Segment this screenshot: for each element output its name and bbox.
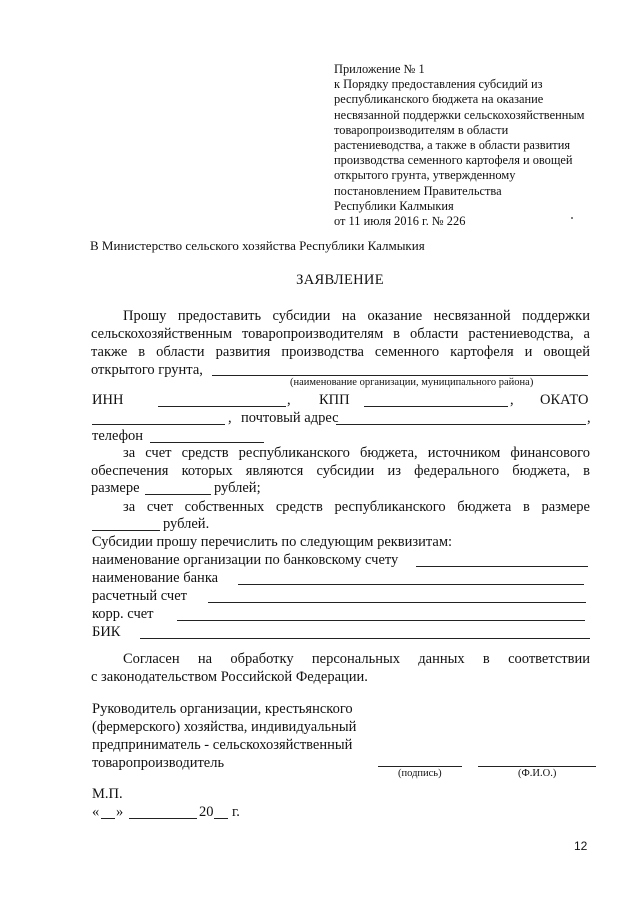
date-close-quote: »	[116, 804, 124, 820]
signatory-line: Руководитель организации, крестьянского	[92, 701, 353, 717]
request-line-4: открытого грунта,	[91, 362, 203, 378]
postal-address-label: почтовый адрес	[241, 410, 339, 426]
funding-own-amount-field[interactable]	[92, 530, 160, 531]
postal-address-field[interactable]	[336, 424, 586, 425]
date-year-prefix: 20	[199, 804, 214, 820]
recipient-line: В Министерство сельского хозяйства Республики Калмыкия	[90, 238, 425, 253]
org-name-hint: (наименование организации, муниципального района)	[290, 377, 534, 388]
corr-account-field[interactable]	[177, 620, 585, 621]
appendix-line: производства семенного картофеля и овощей	[334, 153, 573, 168]
consent-line-2: с законодательством Российской Федерации.	[91, 669, 368, 685]
stamp-label: М.П.	[92, 786, 123, 802]
postal-comma: ,	[587, 410, 591, 426]
funding-rep-line-1: за счет средств республиканского бюджета, источником финансового	[123, 445, 590, 461]
bik-label: БИК	[92, 624, 121, 640]
phone-label: телефон	[92, 428, 144, 444]
funding-rep-currency: рублей;	[214, 480, 261, 496]
appendix-line: товаропроизводителям в области	[334, 122, 509, 137]
account-label: расчетный счет	[92, 588, 187, 604]
date-suffix: г.	[232, 804, 240, 820]
inn-comma: ,	[287, 392, 291, 408]
appendix-line: постановлением Правительства	[334, 183, 502, 198]
funding-rep-line-2: обеспечения которых являются субсидии из федерального бюджета, в	[91, 463, 590, 479]
consent-line-1: Согласен на обработку персональных данных в соответствии	[123, 651, 590, 667]
signature-hint: (подпись)	[398, 768, 442, 779]
signatory-line: (фермерского) хозяйства, индивидуальный	[92, 719, 357, 735]
funding-rep-amount-label: размере	[91, 480, 140, 496]
full-name-field[interactable]	[478, 766, 596, 767]
date-month-field[interactable]	[129, 818, 197, 819]
appendix-block	[334, 62, 585, 229]
funding-own-currency: рублей.	[163, 516, 210, 532]
inn-label: ИНН	[92, 392, 124, 408]
appendix-line: Приложение № 1	[334, 62, 425, 76]
document-title: ЗАЯВЛЕНИЕ	[296, 272, 384, 288]
appendix-line: от 11 июля 2016 г. № 226	[334, 214, 466, 229]
appendix-line: Республики Калмыкия	[334, 198, 454, 213]
bik-field[interactable]	[140, 638, 590, 639]
okato-label: ОКАТО	[540, 392, 589, 408]
funding-own-line-1: за счет собственных средств республиканского бюджета в размере	[123, 499, 590, 515]
phone-field[interactable]	[150, 442, 264, 443]
page-number: 12	[574, 839, 588, 853]
date-open-quote: «	[92, 804, 100, 820]
appendix-line: растениеводства, а также в области развития	[334, 138, 571, 153]
date-year-field[interactable]	[214, 818, 228, 819]
request-line-3: также в области развития производства семенного картофеля и овощей	[91, 344, 590, 360]
request-line-1: Прошу предоставить субсидии на оказание несвязанной поддержки	[123, 308, 590, 324]
appendix-line: открытого грунта, утвержденному	[334, 168, 516, 183]
full-name-hint: (Ф.И.О.)	[518, 768, 557, 779]
bank-name-label: наименование банка	[92, 570, 219, 586]
account-field[interactable]	[208, 602, 586, 603]
okato-comma: ,	[228, 410, 232, 426]
funding-rep-amount-field[interactable]	[145, 494, 211, 495]
signature-field[interactable]	[378, 766, 462, 767]
bank-org-field[interactable]	[416, 566, 588, 567]
appendix-line: республиканского бюджета на оказание	[334, 92, 544, 107]
bank-org-label: наименование организации по банковскому счету	[92, 552, 399, 568]
signatory-block	[92, 700, 356, 772]
scan-speck	[571, 217, 573, 219]
appendix-line: несвязанной поддержки сельскохозяйственным	[334, 107, 585, 122]
org-name-field[interactable]	[212, 375, 588, 376]
okato-field[interactable]	[92, 424, 225, 425]
appendix-line: к Порядку предоставления субсидий из	[334, 77, 543, 92]
bank-intro: Субсидии прошу перечислить по следующим реквизитам:	[92, 534, 453, 550]
inn-field[interactable]	[158, 406, 286, 407]
request-line-2: сельскохозяйственным товаропроизводителям в области растениеводства, а	[91, 326, 590, 342]
signatory-line: предприниматель - сельскохозяйственный	[92, 737, 353, 753]
kpp-comma: ,	[510, 392, 514, 408]
signatory-line: товаропроизводитель	[92, 755, 225, 771]
kpp-label: КПП	[319, 392, 350, 408]
corr-account-label: корр. счет	[92, 606, 154, 622]
kpp-field[interactable]	[364, 406, 508, 407]
date-day-field[interactable]	[101, 818, 115, 819]
bank-name-field[interactable]	[238, 584, 584, 585]
